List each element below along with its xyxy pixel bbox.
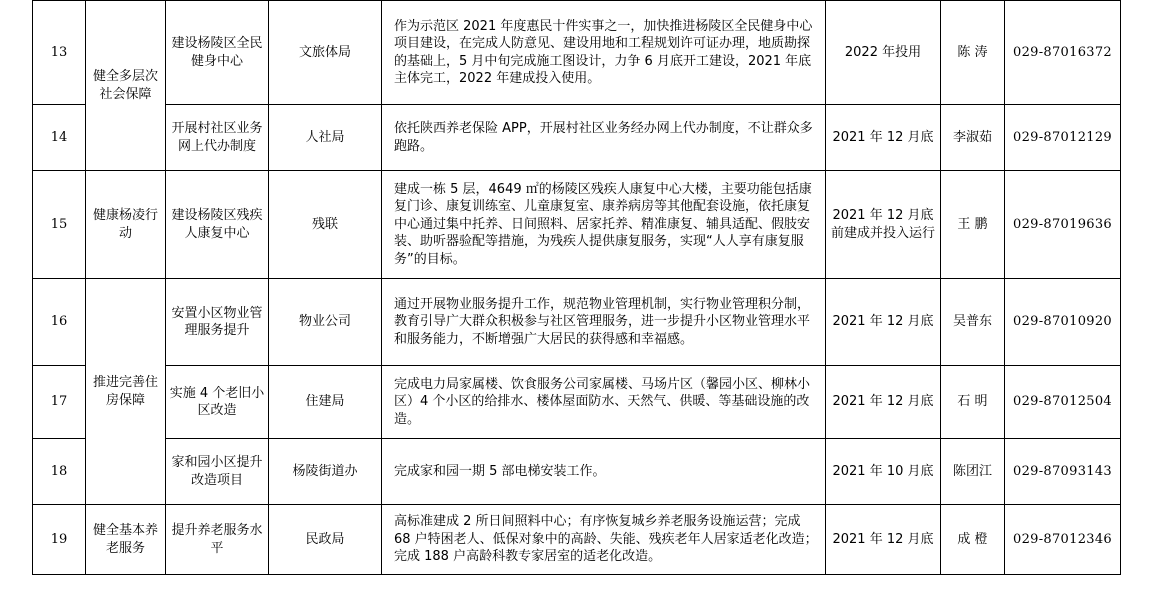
row-deadline: 2021 年 12 月底	[826, 279, 941, 366]
project-table	[32, 0, 1121, 575]
row-project: 建设杨陵区残疾人康复中心	[166, 171, 269, 279]
table-row	[33, 439, 1121, 505]
row-category: 健全多层次社会保障	[86, 1, 166, 171]
row-category: 推进完善住房保障	[86, 279, 166, 505]
row-project: 安置小区物业管理服务提升	[166, 279, 269, 366]
row-index: 15	[33, 171, 86, 279]
row-department: 人社局	[269, 105, 382, 171]
row-contact: 吴普东	[941, 279, 1005, 366]
row-index: 13	[33, 1, 86, 105]
row-index: 14	[33, 105, 86, 171]
row-phone: 029-87019636	[1005, 171, 1121, 279]
row-contact: 陈 涛	[941, 1, 1005, 105]
row-deadline: 2022 年投用	[826, 1, 941, 105]
row-department: 残联	[269, 171, 382, 279]
row-department: 物业公司	[269, 279, 382, 366]
row-content: 完成家和园一期 5 部电梯安装工作。	[382, 439, 826, 505]
row-department: 文旅体局	[269, 1, 382, 105]
row-project: 开展村社区业务网上代办制度	[166, 105, 269, 171]
row-department: 杨陵街道办	[269, 439, 382, 505]
row-deadline: 2021 年 12 月底	[826, 105, 941, 171]
row-content: 建成一栋 5 层，4649 ㎡的杨陵区残疾人康复中心大楼，主要功能包括康复门诊、康复训练室、儿童康复室、康养病房等其他配套设施，依托康复中心通过集中托养、日间照料、居家托养、精准康复、辅具适配、假肢安装、助听器验配等措施，为残疾人提供康复服务，实现“人人享有康复服务”的目标。	[382, 171, 826, 279]
row-deadline: 2021 年 12 月底	[826, 366, 941, 439]
table-row	[33, 1, 1121, 105]
row-contact: 陈团江	[941, 439, 1005, 505]
row-index: 16	[33, 279, 86, 366]
table-row	[33, 105, 1121, 171]
row-content: 完成电力局家属楼、饮食服务公司家属楼、马场片区（馨园小区、柳林小区）4 个小区的给排水、楼体屋面防水、天然气、供暖、等基础设施的改造。	[382, 366, 826, 439]
row-department: 住建局	[269, 366, 382, 439]
row-department: 民政局	[269, 505, 382, 575]
row-project: 家和园小区提升改造项目	[166, 439, 269, 505]
row-project: 提升养老服务水平	[166, 505, 269, 575]
row-phone: 029-87012129	[1005, 105, 1121, 171]
table-row	[33, 505, 1121, 575]
row-project: 实施 4 个老旧小区改造	[166, 366, 269, 439]
row-content: 作为示范区 2021 年度惠民十件实事之一，加快推进杨陵区全民健身中心项目建设，在完成人防意见、建设用地和工程规划许可证办理，地质勘探的基础上，5 月中旬完成施工图设计，力争 6 月底开工建设，2021 年底主体完工，2022 年建成投入使用。	[382, 1, 826, 105]
row-phone: 029-87093143	[1005, 439, 1121, 505]
row-project: 建设杨陵区全民健身中心	[166, 1, 269, 105]
row-index: 17	[33, 366, 86, 439]
row-phone: 029-87010920	[1005, 279, 1121, 366]
row-category: 健康杨凌行动	[86, 171, 166, 279]
table-row	[33, 366, 1121, 439]
row-deadline: 2021 年 12 月底	[826, 505, 941, 575]
row-index: 18	[33, 439, 86, 505]
row-content: 依托陕西养老保险 APP，开展村社区业务经办网上代办制度，不让群众多跑路。	[382, 105, 826, 171]
row-phone: 029-87016372	[1005, 1, 1121, 105]
table-row	[33, 279, 1121, 366]
row-content: 通过开展物业服务提升工作，规范物业管理机制，实行物业管理积分制，教育引导广大群众积极参与社区管理服务，进一步提升小区物业管理水平和服务能力，不断增强广大居民的获得感和幸福感。	[382, 279, 826, 366]
row-contact: 王 鹏	[941, 171, 1005, 279]
row-contact: 成 橙	[941, 505, 1005, 575]
row-content: 高标准建成 2 所日间照料中心；有序恢复城乡养老服务设施运营；完成 68 户特困老人、低保对象中的高龄、失能、残疾老年人居家适老化改造；完成 188 户高龄科教专家居室的适老化改造。	[382, 505, 826, 575]
table-row	[33, 171, 1121, 279]
row-phone: 029-87012346	[1005, 505, 1121, 575]
row-phone: 029-87012504	[1005, 366, 1121, 439]
row-index: 19	[33, 505, 86, 575]
row-category: 健全基本养老服务	[86, 505, 166, 575]
row-contact: 李淑茹	[941, 105, 1005, 171]
row-deadline: 2021 年 12 月底前建成并投入运行	[826, 171, 941, 279]
row-contact: 石 明	[941, 366, 1005, 439]
row-deadline: 2021 年 10 月底	[826, 439, 941, 505]
